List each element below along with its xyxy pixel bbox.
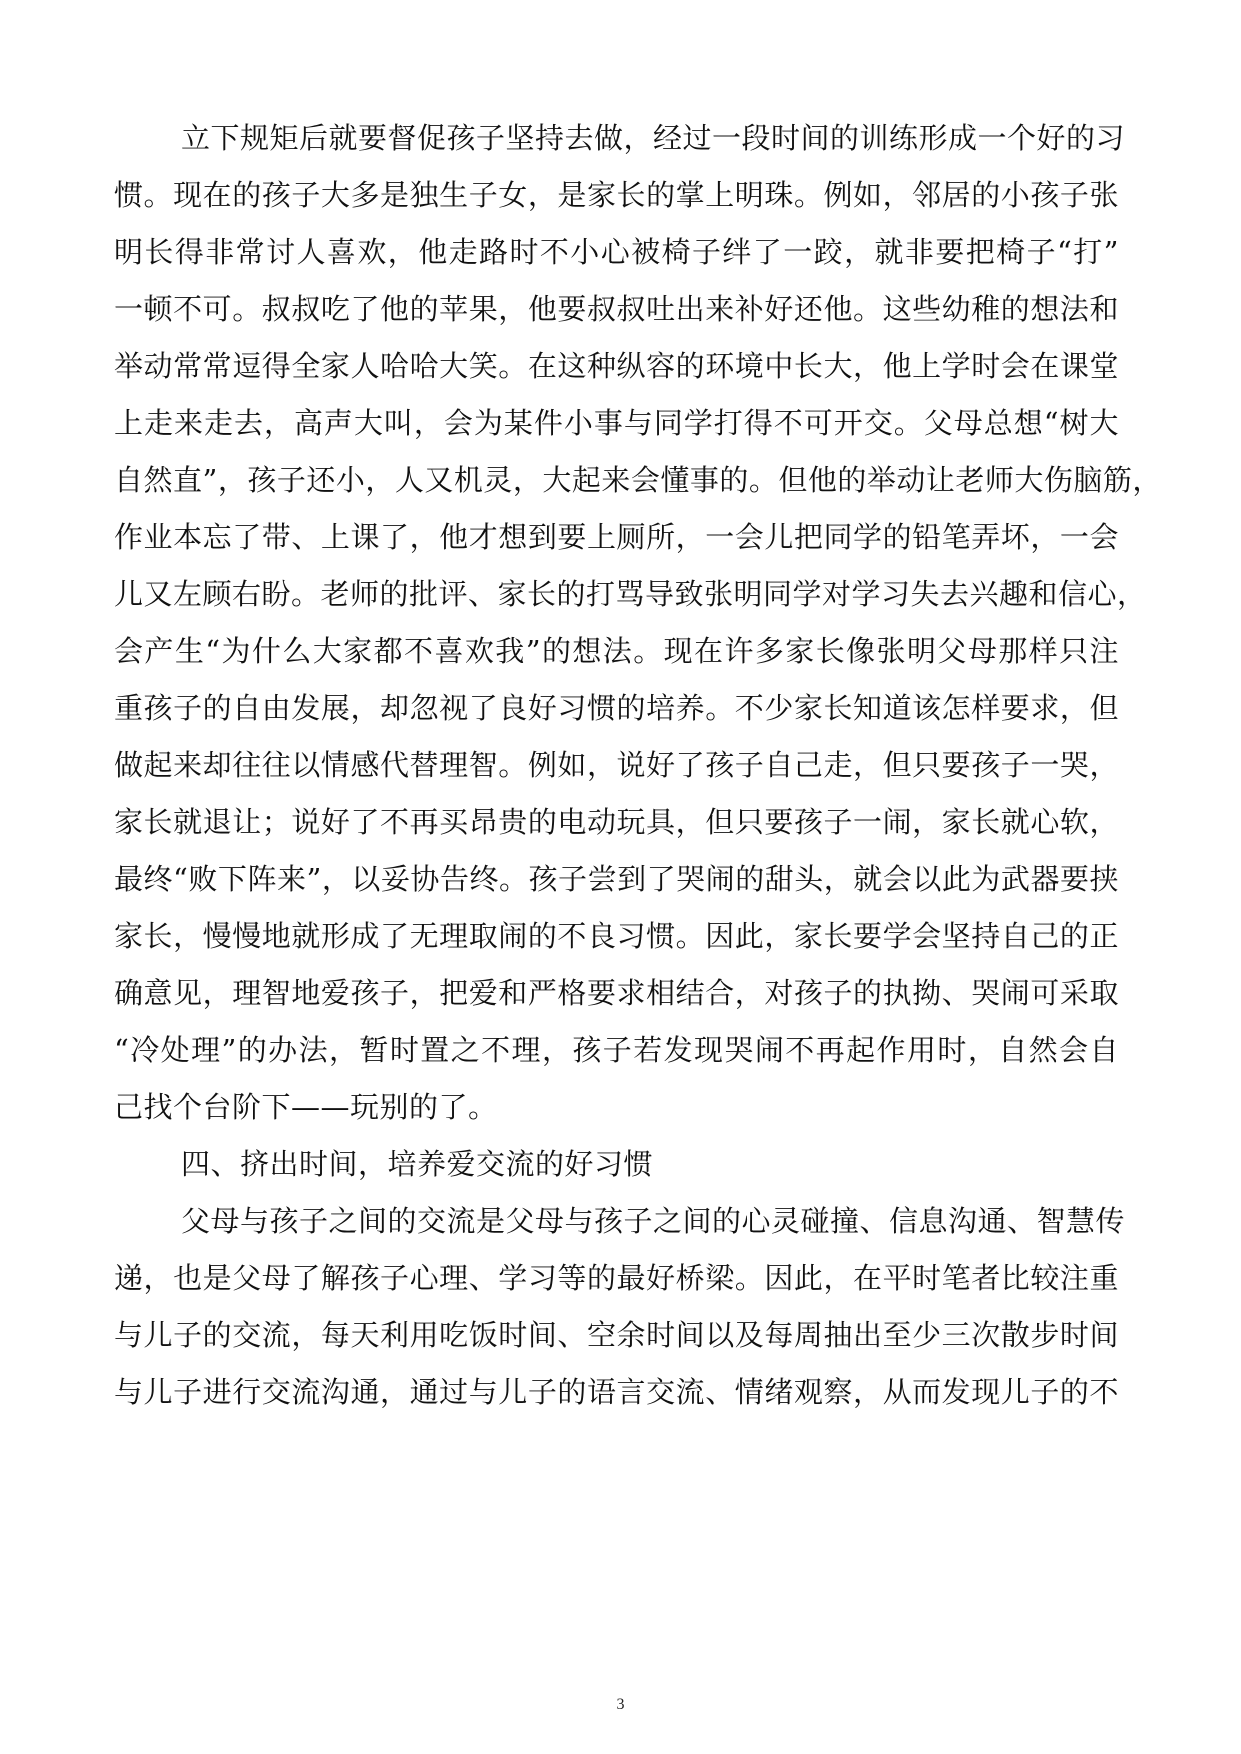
paragraph-line-15: 家长，慢慢地就形成了无理取闹的不良习惯。因此，家长要学会坚持自己的正 <box>114 919 1119 953</box>
paragraph-line-12: 做起来却往往以情感代替理智。例如，说好了孩子自己走，但只要孩子一哭， <box>114 748 1119 782</box>
paragraph-line-6: 上走来走去，高声大叫，会为某件小事与同学打得不可开交。父母总想“树大 <box>114 406 1119 440</box>
paragraph-line-14: 最终“败下阵来”，以妥协告终。孩子尝到了哭闹的甜头，就会以此为武器要挟 <box>114 862 1119 896</box>
paragraph-line-13: 家长就退让；说好了不再买昂贵的电动玩具，但只要孩子一闹，家长就心软， <box>114 805 1119 839</box>
paragraph-line-17: “冷处理”的办法，暂时置之不理，孩子若发现哭闹不再起作用时，自然会自 <box>114 1033 1119 1067</box>
paragraph-line-4: 一顿不可。叔叔吃了他的苹果，他要叔叔吐出来补好还他。这些幼稚的想法和 <box>114 292 1119 326</box>
paragraph-line-22: 与儿子的交流，每天利用吃饭时间、空余时间以及每周抽出至少三次散步时间 <box>114 1318 1119 1352</box>
section-heading: 四、挤出时间，培养爱交流的好习惯 <box>181 1147 654 1181</box>
paragraph-line-2: 惯。现在的孩子大多是独生子女，是家长的掌上明珠。例如，邻居的小孩子张 <box>114 178 1119 212</box>
paragraph-line-20: 父母与孩子之间的交流是父母与孩子之间的心灵碰撞、信息沟通、智慧传 <box>181 1204 1126 1238</box>
paragraph-line-23: 与儿子进行交流沟通，通过与儿子的语言交流、情绪观察，从而发现儿子的不 <box>114 1375 1119 1409</box>
paragraph-line-16: 确意见，理智地爱孩子，把爱和严格要求相结合，对孩子的执拗、哭闹可采取 <box>114 976 1119 1010</box>
paragraph-line-11: 重孩子的自由发展，却忽视了良好习惯的培养。不少家长知道该怎样要求，但 <box>114 691 1119 725</box>
paragraph-line-9: 儿又左顾右盼。老师的批评、家长的打骂导致张明同学对学习失去兴趣和信心， <box>114 577 1147 611</box>
paragraph-line-5: 举动常常逗得全家人哈哈大笑。在这种纵容的环境中长大，他上学时会在课堂 <box>114 349 1119 383</box>
paragraph-line-21: 递，也是父母了解孩子心理、学习等的最好桥梁。因此，在平时笔者比较注重 <box>114 1261 1119 1295</box>
paragraph-line-3: 明长得非常讨人喜欢，他走路时不小心被椅子绊了一跤，就非要把椅子“打” <box>114 235 1119 269</box>
paragraph-line-18: 己找个台阶下——玩别的了。 <box>114 1090 498 1124</box>
paragraph-line-10: 会产生“为什么大家都不喜欢我”的想法。现在许多家长像张明父母那样只注 <box>114 634 1119 668</box>
paragraph-line-1: 立下规矩后就要督促孩子坚持去做，经过一段时间的训练形成一个好的习 <box>181 121 1126 155</box>
page-number: 3 <box>616 1696 625 1713</box>
paragraph-line-7: 自然直”，孩子还小，人又机灵，大起来会懂事的。但他的举动让老师大伤脑筋， <box>114 463 1162 497</box>
paragraph-line-8: 作业本忘了带、上课了，他才想到要上厕所，一会儿把同学的铅笔弄坏，一会 <box>114 520 1119 554</box>
